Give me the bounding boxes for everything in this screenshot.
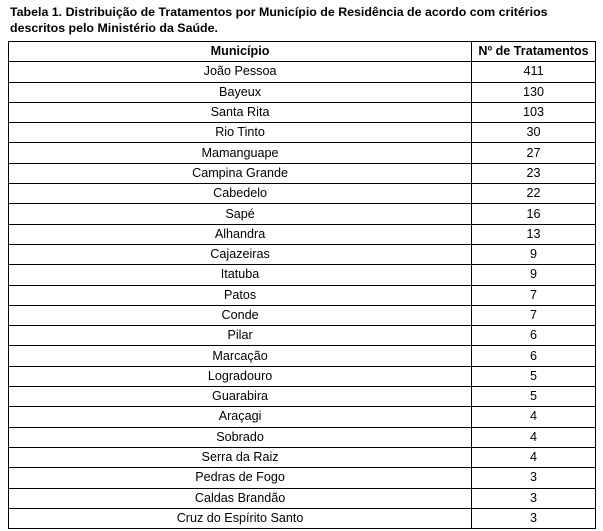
tratamentos-cell: 5 <box>472 387 596 407</box>
table-row <box>9 366 596 386</box>
municipio-cell: Rio Tinto <box>9 123 472 143</box>
table-row <box>9 427 596 447</box>
column-header-tratamentos: Nº de Tratamentos <box>472 42 596 62</box>
table-row <box>9 184 596 204</box>
table-row <box>9 508 596 528</box>
tratamentos-cell: 103 <box>472 102 596 122</box>
municipio-cell: Santa Rita <box>9 102 472 122</box>
municipio-cell: Cruz do Espírito Santo <box>9 508 472 528</box>
tratamentos-cell: 6 <box>472 346 596 366</box>
table-caption <box>10 4 595 36</box>
municipio-cell: Pedras de Fogo <box>9 468 472 488</box>
tratamentos-cell: 22 <box>472 184 596 204</box>
municipio-cell: Conde <box>9 305 472 325</box>
table-row <box>9 387 596 407</box>
tratamentos-cell: 3 <box>472 508 596 528</box>
tratamentos-cell: 3 <box>472 468 596 488</box>
municipio-cell: Sobrado <box>9 427 472 447</box>
municipio-cell: Patos <box>9 285 472 305</box>
municipio-cell: Cajazeiras <box>9 244 472 264</box>
tratamentos-cell: 4 <box>472 407 596 427</box>
table-row <box>9 244 596 264</box>
table-row <box>9 123 596 143</box>
municipio-cell: Alhandra <box>9 224 472 244</box>
municipio-cell: Caldas Brandão <box>9 488 472 508</box>
municipio-cell: Itatuba <box>9 265 472 285</box>
treatments-table <box>8 41 596 529</box>
municipio-cell: Serra da Raiz <box>9 447 472 467</box>
table-row <box>9 102 596 122</box>
table-row <box>9 143 596 163</box>
table-row <box>9 285 596 305</box>
table-row <box>9 62 596 82</box>
tratamentos-cell: 9 <box>472 244 596 264</box>
table-row <box>9 204 596 224</box>
table-row <box>9 163 596 183</box>
table-row <box>9 326 596 346</box>
caption-text: Distribuição de Tratamentos por Município de Residência de acordo com critérios descritos pelo Ministério da Saúde. <box>10 5 548 35</box>
table-row <box>9 305 596 325</box>
municipio-cell: Bayeux <box>9 82 472 102</box>
table-row <box>9 265 596 285</box>
municipio-cell: Campina Grande <box>9 163 472 183</box>
municipio-cell: Marcação <box>9 346 472 366</box>
tratamentos-cell: 7 <box>472 285 596 305</box>
municipio-cell: Pilar <box>9 326 472 346</box>
tratamentos-cell: 4 <box>472 427 596 447</box>
municipio-cell: Cabedelo <box>9 184 472 204</box>
tratamentos-cell: 23 <box>472 163 596 183</box>
table-row <box>9 82 596 102</box>
tratamentos-cell: 7 <box>472 305 596 325</box>
table-body <box>9 62 596 529</box>
table-row <box>9 407 596 427</box>
tratamentos-cell: 9 <box>472 265 596 285</box>
municipio-cell: Mamanguape <box>9 143 472 163</box>
municipio-cell: Sapé <box>9 204 472 224</box>
tratamentos-cell: 4 <box>472 447 596 467</box>
table-row <box>9 468 596 488</box>
table-row <box>9 224 596 244</box>
header-row <box>9 42 596 62</box>
tratamentos-cell: 5 <box>472 366 596 386</box>
tratamentos-cell: 6 <box>472 326 596 346</box>
table-row <box>9 488 596 508</box>
tratamentos-cell: 3 <box>472 488 596 508</box>
column-header-municipio: Município <box>9 42 472 62</box>
tratamentos-cell: 30 <box>472 123 596 143</box>
tratamentos-cell: 13 <box>472 224 596 244</box>
table-row <box>9 447 596 467</box>
tratamentos-cell: 16 <box>472 204 596 224</box>
municipio-cell: Araçagi <box>9 407 472 427</box>
tratamentos-cell: 27 <box>472 143 596 163</box>
municipio-cell: Logradouro <box>9 366 472 386</box>
municipio-cell: João Pessoa <box>9 62 472 82</box>
tratamentos-cell: 130 <box>472 82 596 102</box>
tratamentos-cell: 411 <box>472 62 596 82</box>
caption-label: Tabela 1. <box>10 5 63 19</box>
municipio-cell: Guarabira <box>9 387 472 407</box>
table-row <box>9 346 596 366</box>
